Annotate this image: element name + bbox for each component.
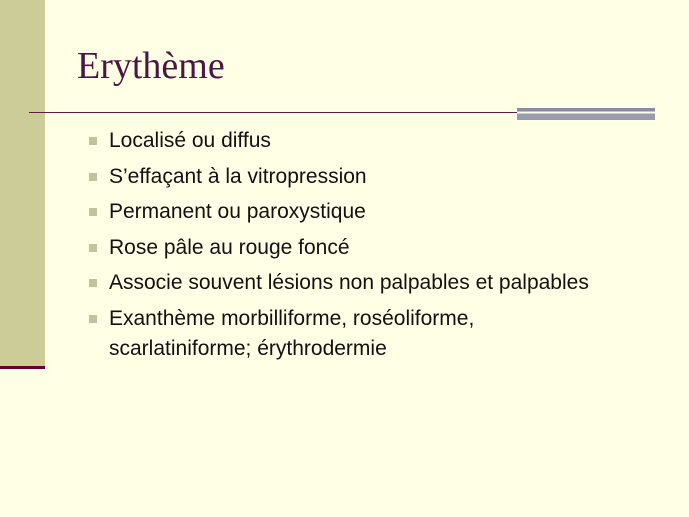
square-bullet-icon <box>89 173 97 181</box>
title-divider-accent <box>517 108 655 120</box>
bullet-text: Rose pâle au rouge foncé <box>109 235 350 259</box>
bullet-text: S’effaçant à la vitropression <box>109 164 367 188</box>
bullet-item <box>88 268 608 298</box>
square-bullet-icon <box>89 208 97 216</box>
bullet-item <box>88 304 608 364</box>
bullet-list <box>88 126 608 369</box>
bullet-text: Localisé ou diffus <box>109 129 271 152</box>
title-divider <box>29 112 517 113</box>
bullet-item <box>88 197 608 227</box>
bullet-text: Exanthème morbilliforme, roséoliforme, scarlatiniforme; érythrodermie <box>109 306 475 360</box>
bullet-item <box>88 233 608 263</box>
sidebar-accent-line <box>0 366 45 369</box>
square-bullet-icon <box>89 279 97 287</box>
sidebar-decoration <box>0 0 45 366</box>
bullet-item <box>88 162 608 192</box>
bullet-text: Permanent ou paroxystique <box>109 200 366 223</box>
slide-title: Erythème <box>77 45 225 87</box>
square-bullet-icon <box>89 315 97 323</box>
bullet-text: Associe souvent lésions non palpables et palpables <box>109 271 589 294</box>
bullet-item <box>88 126 608 156</box>
square-bullet-icon <box>89 137 97 145</box>
square-bullet-icon <box>89 244 97 252</box>
